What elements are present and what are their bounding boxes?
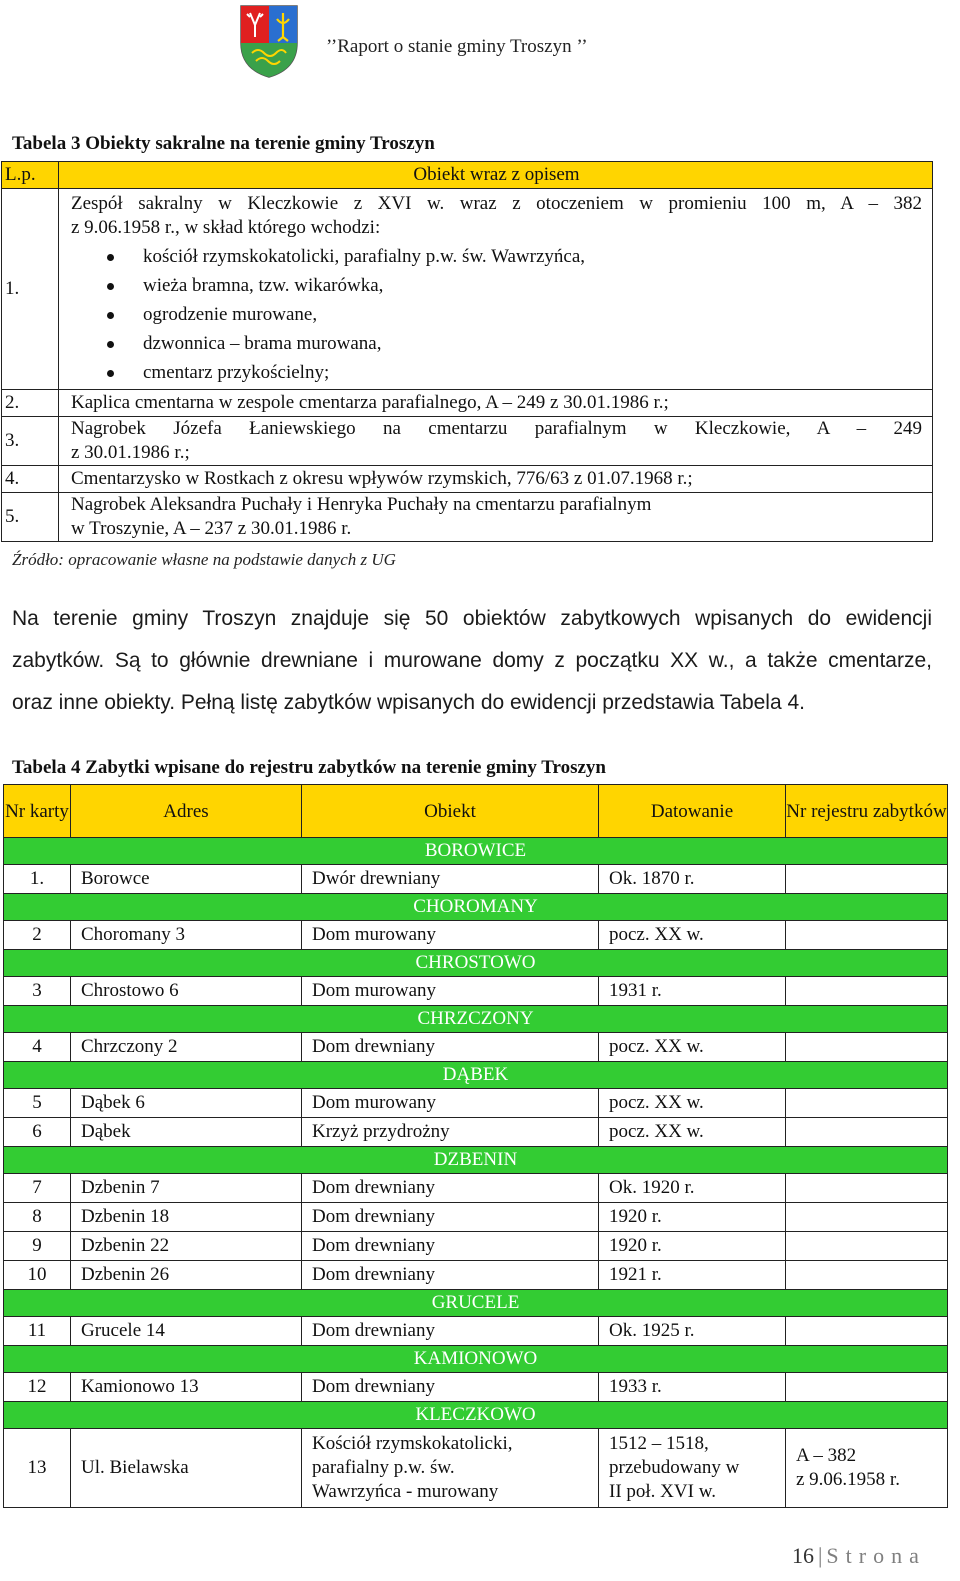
cell-nr: 3	[4, 977, 71, 1006]
cell-rejestr	[786, 1232, 948, 1261]
header-lp: L.p.	[2, 162, 59, 189]
cell-rejestr	[786, 1373, 948, 1402]
cell-obiekt: Dom drewniany	[302, 1174, 599, 1203]
coat-of-arms-icon	[238, 3, 300, 79]
cell-nr: 13	[4, 1429, 71, 1508]
cell-obiekt: Dom drewniany	[302, 1373, 599, 1402]
text-line: przebudowany w	[609, 1457, 740, 1478]
cell-adres: Borowce	[71, 865, 302, 894]
table-header-row	[4, 785, 948, 838]
body-paragraph	[12, 598, 932, 724]
cell-datowanie: pocz. XX w.	[599, 1033, 786, 1062]
table-row	[4, 1089, 948, 1118]
cell-adres: Dąbek	[71, 1118, 302, 1147]
cell-rejestr	[786, 1118, 948, 1147]
cell-nr: 10	[4, 1261, 71, 1290]
header-object: Obiekt wraz z opisem	[59, 162, 933, 189]
cell-datowanie: pocz. XX w.	[599, 1089, 786, 1118]
cell-obiekt: Dom murowany	[302, 921, 599, 950]
source-note: Źródło: opracowanie własne na podstawie danych z UG	[12, 550, 396, 569]
cell-rejestr	[786, 977, 948, 1006]
header-rejestr: Nr rejestru zabytków	[786, 785, 948, 838]
group-row	[4, 1147, 948, 1174]
list-item: ogrodzenie murowane,	[71, 300, 922, 329]
table-row	[4, 1261, 948, 1290]
cell-adres: Dzbenin 18	[71, 1203, 302, 1232]
group-row	[4, 1346, 948, 1373]
cell-adres: Choromany 3	[71, 921, 302, 950]
table-row	[2, 189, 933, 390]
cell-rejestr	[786, 1174, 948, 1203]
table-row	[2, 493, 933, 542]
intro-line: z 9.06.1958 r., w skład którego wchodzi:	[71, 217, 381, 238]
text-line: w Troszynie, A – 237 z 30.01.1986 r.	[71, 518, 352, 539]
text-line: z 30.01.1986 r.;	[71, 442, 190, 463]
page-word: Strona	[826, 1543, 926, 1568]
cell-nr: 11	[4, 1317, 71, 1346]
table-row	[4, 1033, 948, 1062]
monuments-table	[3, 784, 948, 1508]
paragraph-line: zabytków. Są to głównie drewniane i murowane domy z początku XX w., a także cmentarze,	[12, 649, 932, 672]
cell-obiekt: Dom murowany	[302, 1089, 599, 1118]
cell-adres: Kamionowo 13	[71, 1373, 302, 1402]
header-nr: Nr karty	[4, 785, 71, 838]
cell-rejestr	[786, 1203, 948, 1232]
list-item: cmentarz przykościelny;	[71, 358, 922, 387]
table-row	[4, 1373, 948, 1402]
text-line: z 9.06.1958 r.	[796, 1469, 900, 1490]
table-row	[4, 1118, 948, 1147]
cell-obiekt	[302, 1429, 599, 1508]
cell-obiekt: Krzyż przydrożny	[302, 1118, 599, 1147]
cell-obiekt: Dom drewniany	[302, 1033, 599, 1062]
sacral-objects-table	[1, 161, 933, 542]
intro-line: Zespół sakralny w Kleczkowie z XVI w. wraz z otoczeniem w promieniu 100 m, A – 382	[71, 193, 922, 214]
text-line: 1512 – 1518,	[609, 1433, 709, 1454]
group-label: DĄBEK	[4, 1062, 948, 1089]
cell-rejestr	[786, 1429, 948, 1508]
group-row	[4, 1006, 948, 1033]
cell-adres: Grucele 14	[71, 1317, 302, 1346]
table-row	[2, 390, 933, 417]
group-row	[4, 950, 948, 977]
cell-obiekt: Dom murowany	[302, 977, 599, 1006]
page-footer	[792, 1543, 926, 1569]
header-datowanie: Datowanie	[599, 785, 786, 838]
cell-nr: 5	[4, 1089, 71, 1118]
table-header-row	[2, 162, 933, 189]
group-label: CHROSTOWO	[4, 950, 948, 977]
cell-datowanie: 1931 r.	[599, 977, 786, 1006]
group-row	[4, 894, 948, 921]
table3-caption: Tabela 3 Obiekty sakralne na terenie gminy Troszyn	[12, 133, 435, 154]
group-row	[4, 1062, 948, 1089]
cell-adres: Dzbenin 22	[71, 1232, 302, 1261]
table-row	[2, 417, 933, 466]
table-row	[4, 1317, 948, 1346]
table-row	[2, 466, 933, 493]
row-number: 2.	[2, 390, 59, 417]
text-line: II poł. XVI w.	[609, 1481, 716, 1502]
list-item: dzwonnica – brama murowana,	[71, 329, 922, 358]
row-number: 4.	[2, 466, 59, 493]
footer-separator: |	[818, 1543, 823, 1568]
row-description: Cmentarzysko w Rostkach z okresu wpływów rzymskich, 776/63 z 01.07.1968 r.;	[59, 466, 933, 493]
cell-rejestr	[786, 1089, 948, 1118]
text-line: Wawrzyńca - murowany	[312, 1481, 499, 1502]
cell-datowanie: pocz. XX w.	[599, 1118, 786, 1147]
cell-datowanie: 1920 r.	[599, 1232, 786, 1261]
table-row	[4, 865, 948, 894]
cell-datowanie: Ok. 1870 r.	[599, 865, 786, 894]
cell-adres: Dzbenin 7	[71, 1174, 302, 1203]
cell-nr: 8	[4, 1203, 71, 1232]
group-label: BOROWICE	[4, 838, 948, 865]
table-row	[4, 1203, 948, 1232]
table-row	[4, 977, 948, 1006]
row-description	[59, 189, 933, 390]
text-line: parafialny p.w. św.	[312, 1457, 455, 1478]
bullet-list	[71, 242, 922, 387]
cell-nr: 7	[4, 1174, 71, 1203]
cell-datowanie: pocz. XX w.	[599, 921, 786, 950]
group-label: DZBENIN	[4, 1147, 948, 1174]
group-label: KLECZKOWO	[4, 1402, 948, 1429]
row-number: 5.	[2, 493, 59, 542]
group-label: GRUCELE	[4, 1290, 948, 1317]
table-row	[4, 1232, 948, 1261]
paragraph-line: oraz inne obiekty. Pełną listę zabytków wpisanych do ewidencji przedstawia Tabela 4.	[12, 691, 805, 714]
cell-obiekt: Dom drewniany	[302, 1232, 599, 1261]
cell-nr: 9	[4, 1232, 71, 1261]
row-description	[59, 493, 933, 542]
paragraph-line: Na terenie gminy Troszyn znajduje się 50 obiektów zabytkowych wpisanych do ewidencji	[12, 607, 932, 630]
cell-obiekt: Dwór drewniany	[302, 865, 599, 894]
list-item: wieża bramna, tzw. wikarówka,	[71, 271, 922, 300]
report-title: ’’Raport o stanie gminy Troszyn ’’	[326, 36, 588, 57]
cell-datowanie: Ok. 1925 r.	[599, 1317, 786, 1346]
text-line: Nagrobek Aleksandra Puchały i Henryka Puchały na cmentarzu parafialnym	[71, 494, 652, 515]
text-line: Kościół rzymskokatolicki,	[312, 1433, 513, 1454]
page-number: 16	[792, 1543, 814, 1568]
cell-adres: Dąbek 6	[71, 1089, 302, 1118]
cell-rejestr	[786, 1261, 948, 1290]
group-row	[4, 838, 948, 865]
text-line: A – 382	[796, 1445, 857, 1466]
header-adres: Adres	[71, 785, 302, 838]
table4-caption: Tabela 4 Zabytki wpisane do rejestru zabytków na terenie gminy Troszyn	[12, 757, 606, 778]
cell-obiekt: Dom drewniany	[302, 1317, 599, 1346]
cell-obiekt: Dom drewniany	[302, 1203, 599, 1232]
cell-adres: Dzbenin 26	[71, 1261, 302, 1290]
cell-nr: 12	[4, 1373, 71, 1402]
cell-obiekt: Dom drewniany	[302, 1261, 599, 1290]
cell-nr: 1.	[4, 865, 71, 894]
cell-rejestr	[786, 921, 948, 950]
cell-datowanie: 1921 r.	[599, 1261, 786, 1290]
row-number: 3.	[2, 417, 59, 466]
cell-datowanie	[599, 1429, 786, 1508]
cell-rejestr	[786, 1317, 948, 1346]
cell-nr: 6	[4, 1118, 71, 1147]
group-label: CHRZCZONY	[4, 1006, 948, 1033]
cell-nr: 2	[4, 921, 71, 950]
cell-datowanie: 1920 r.	[599, 1203, 786, 1232]
cell-datowanie: Ok. 1920 r.	[599, 1174, 786, 1203]
table-row	[4, 921, 948, 950]
page-header	[0, 0, 960, 90]
group-row	[4, 1402, 948, 1429]
group-label: KAMIONOWO	[4, 1346, 948, 1373]
row-description	[59, 417, 933, 466]
row-description: Kaplica cmentarna w zespole cmentarza parafialnego, A – 249 z 30.01.1986 r.;	[59, 390, 933, 417]
group-row	[4, 1290, 948, 1317]
group-label: CHOROMANY	[4, 894, 948, 921]
cell-adres: Chrzczony 2	[71, 1033, 302, 1062]
cell-nr: 4	[4, 1033, 71, 1062]
list-item: kościół rzymskokatolicki, parafialny p.w. św. Wawrzyńca,	[71, 242, 922, 271]
table-row	[4, 1174, 948, 1203]
cell-rejestr	[786, 865, 948, 894]
cell-adres: Ul. Bielawska	[71, 1429, 302, 1508]
cell-rejestr	[786, 1033, 948, 1062]
table-row	[4, 1429, 948, 1508]
cell-datowanie: 1933 r.	[599, 1373, 786, 1402]
header-obiekt: Obiekt	[302, 785, 599, 838]
text-line: Nagrobek Józefa Łaniewskiego na cmentarzu parafialnym w Kleczkowie, A – 249	[71, 418, 922, 439]
row-number: 1.	[2, 189, 59, 390]
cell-adres: Chrostowo 6	[71, 977, 302, 1006]
